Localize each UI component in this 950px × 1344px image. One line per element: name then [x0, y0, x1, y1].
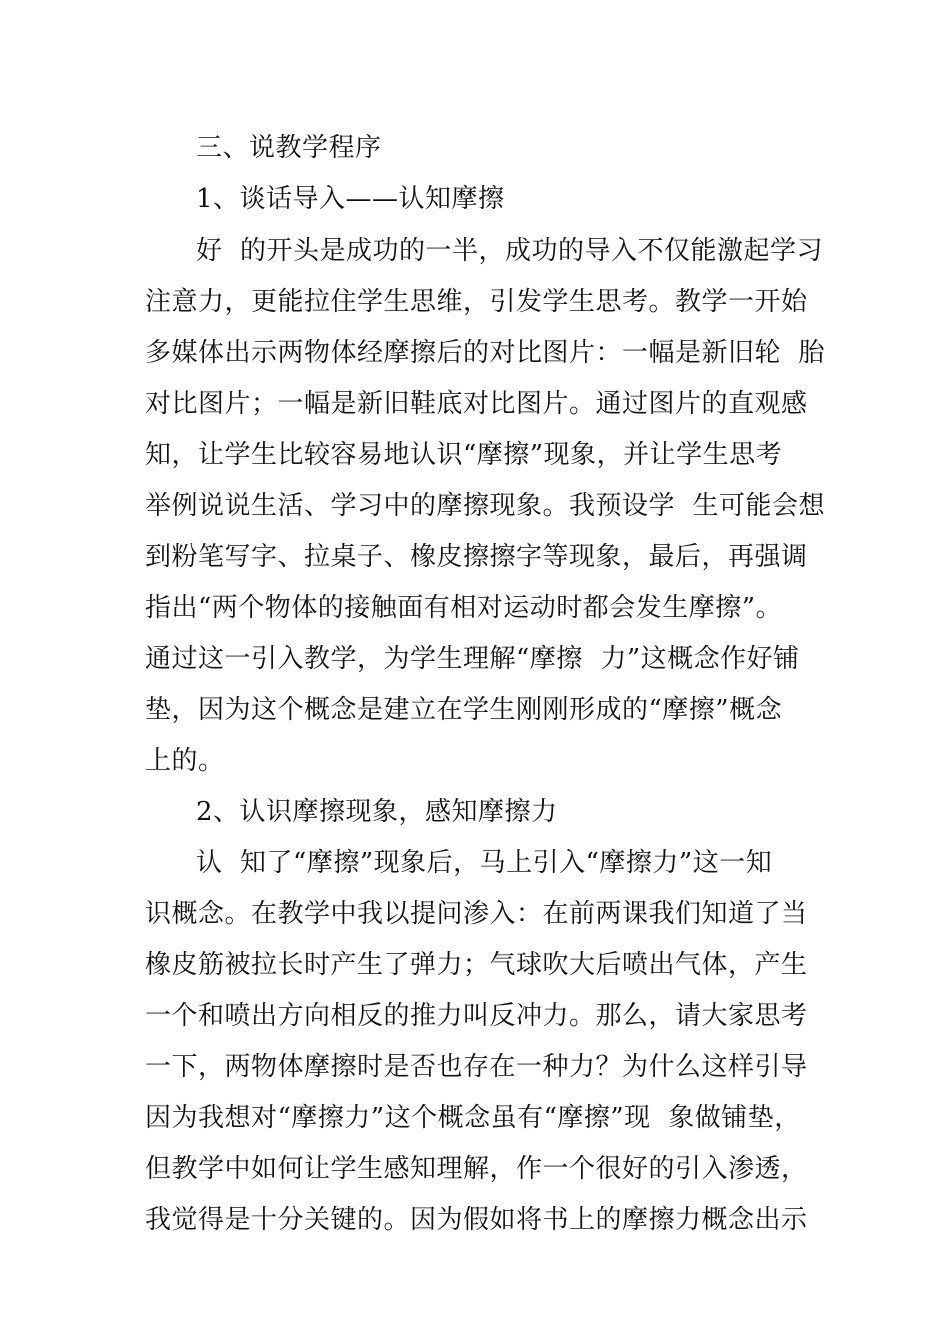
paragraph-2-line: 一下，两物体摩擦时是否也存在一种力？为什么这样引导 [145, 1052, 808, 1082]
subheading-2: 2、认识摩擦现象，感知摩擦力 [196, 797, 558, 827]
paragraph-2-line: 橡皮筋被拉长时产生了弹力；气球吹大后喷出气体，产生 [145, 950, 808, 980]
subheading-1: 1、谈话导入——认知摩擦 [196, 184, 505, 214]
paragraph-2-line: 一个和喷出方向相反的推力叫反冲力。那么，请大家思考 [145, 1001, 808, 1031]
paragraph-1-line: 注意力，更能拉住学生思维，引发学生思考。教学一开始 [145, 287, 808, 317]
paragraph-1-line: 举例说说生活、学习中的摩擦现象。我预设学 生可能会想 [145, 491, 826, 521]
paragraph-2-line: 识概念。在教学中我以提问渗入：在前两课我们知道了当 [145, 899, 808, 929]
paragraph-1-line: 多媒体出示两物体经摩擦后的对比图片：一幅是新旧轮 胎 [145, 338, 826, 368]
section-heading: 三、说教学程序 [196, 133, 382, 163]
paragraph-1-line: 对比图片；一幅是新旧鞋底对比图片。通过图片的直观感 [145, 389, 808, 419]
paragraph-1-line: 到粉笔写字、拉桌子、橡皮擦擦字等现象，最后，再强调 [145, 542, 808, 572]
paragraph-2-line: 但教学中如何让学生感知理解，作一个很好的引入渗透， [145, 1154, 808, 1184]
paragraph-2-line: 因为我想对“摩擦力”这个概念虽有“摩擦”现 象做铺垫， [145, 1103, 801, 1133]
paragraph-1-line: 垫，因为这个概念是建立在学生刚刚形成的“摩擦”概念 [145, 695, 783, 725]
paragraph-2-line: 认 知了“摩擦”现象后，马上引入“摩擦力”这一知 [196, 848, 773, 878]
paragraph-1-line: 好 的开头是成功的一半，成功的导入不仅能激起学习 [196, 236, 824, 266]
paragraph-1-line: 指出“两个物体的接触面有相对运动时都会发生摩擦”。 [145, 593, 783, 623]
paragraph-1-line: 上的。 [145, 746, 225, 776]
paragraph-1-line: 通过这一引入教学，为学生理解“摩擦 力”这概念作好铺 [145, 644, 800, 674]
paragraph-2-line: 我觉得是十分关键的。因为假如将书上的摩擦力概念出示 [145, 1205, 808, 1235]
paragraph-1-line: 知，让学生比较容易地认识“摩擦”现象，并让学生思考 [145, 440, 783, 470]
